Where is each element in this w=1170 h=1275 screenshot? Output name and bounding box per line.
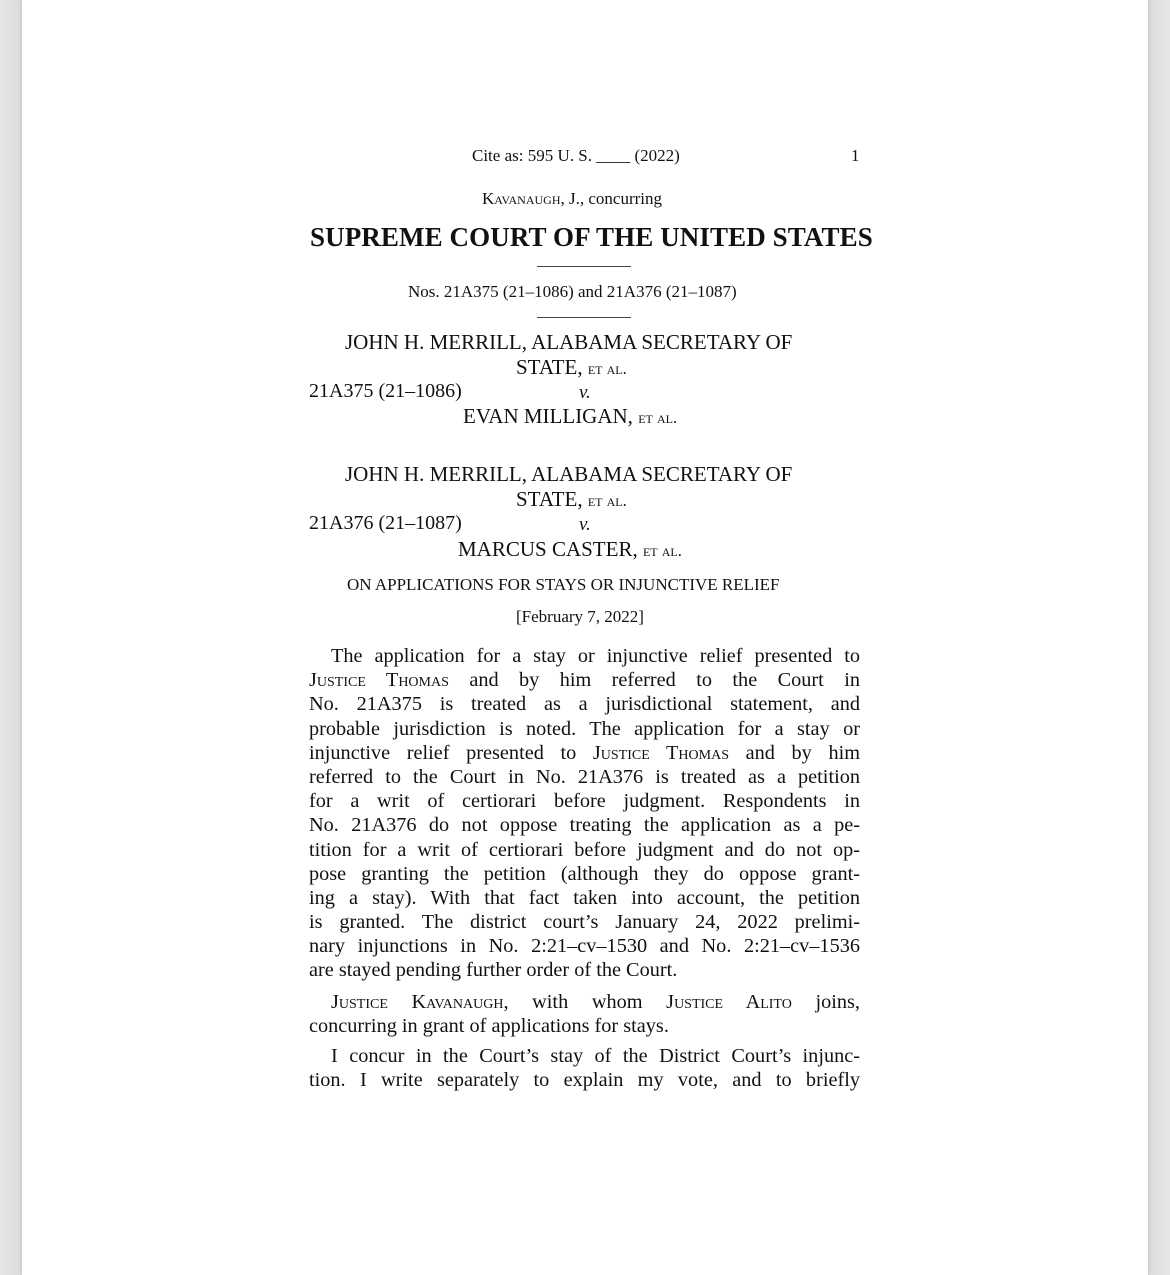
case1-versus: v. — [579, 382, 591, 403]
opinion-label — [482, 189, 662, 209]
case1-respondent-etal: et al. — [638, 408, 678, 427]
text-line: I concur in the Court’s stay of the District Court’s injunc- — [331, 1045, 860, 1067]
text-line — [309, 668, 860, 692]
text-fragment: and by him — [729, 741, 860, 764]
text-line: No. 21A376 do not oppose treating the application as a pe- — [309, 814, 860, 837]
case2-petitioner-line2 — [516, 487, 627, 512]
justice-name: Justice Thomas — [309, 669, 449, 692]
decision-date: [February 7, 2022] — [516, 607, 644, 626]
text-fragment: joins, — [791, 991, 860, 1013]
justice-name: Justice Thomas — [592, 741, 729, 764]
opinion-author: Kavanaugh — [482, 189, 561, 208]
order-paragraph — [309, 644, 860, 983]
text-line: for a writ of certiorari before judgment. Respondents in — [309, 790, 860, 813]
case1-docket: 21A375 (21–1086) — [309, 380, 462, 402]
case2-petitioner-line1: JOHN H. MERRILL, ALABAMA SECRETARY OF — [345, 462, 793, 486]
divider-rule — [537, 317, 631, 318]
text-fragment: , with whom — [503, 991, 667, 1013]
case2-respondent-name: MARCUS CASTER, — [458, 537, 638, 561]
case1-petitioner-etal: et al. — [587, 359, 627, 378]
text-line: probable jurisdiction is noted. The application for a stay or — [309, 717, 860, 740]
case2-docket: 21A376 (21–1087) — [309, 512, 462, 534]
case1-respondent — [463, 404, 677, 429]
justice-name: Justice Alito — [666, 991, 792, 1013]
case2-petitioner-etal: et al. — [587, 491, 627, 510]
document-page — [22, 0, 1148, 1275]
text-line: concurring in grant of applications for stays. — [309, 1015, 669, 1038]
text-line: tition for a writ of certiorari before judgment and do not op- — [309, 838, 860, 861]
justice-name: Justice Kavanaugh — [331, 991, 504, 1013]
text-line: is granted. The district court’s January 24, 2022 prelimi- — [309, 911, 860, 934]
docket-numbers: Nos. 21A375 (21–1086) and 21A376 (21–1087) — [408, 282, 737, 301]
case1-petitioner-line2 — [516, 355, 627, 380]
case2-respondent-etal: et al. — [642, 541, 682, 560]
court-title: SUPREME COURT OF THE UNITED STATES — [310, 222, 873, 252]
text-line: nary injunctions in No. 2:21–cv–1530 and No. 2:21–cv–1536 — [309, 935, 860, 958]
opinion-type: , J., concurring — [560, 189, 663, 208]
text-line — [309, 741, 860, 765]
viewer-margin-left — [0, 0, 22, 1275]
text-line: are stayed pending further order of the Court. — [309, 959, 678, 982]
case2-petitioner-state: STATE, — [516, 487, 583, 511]
text-fragment: injunctive relief presented to — [309, 741, 593, 764]
applications-heading: ON APPLICATIONS FOR STAYS OR INJUNCTIVE RELIEF — [347, 575, 780, 594]
divider-rule — [537, 266, 631, 267]
concurrence-paragraph — [309, 1044, 860, 1092]
text-line: pose granting the petition (although they do oppose grant- — [309, 862, 860, 885]
case2-versus: v. — [579, 514, 591, 535]
text-line — [309, 990, 860, 1014]
text-line: No. 21A375 is treated as a jurisdictional statement, and — [309, 693, 860, 716]
case1-petitioner-line1: JOHN H. MERRILL, ALABAMA SECRETARY OF — [345, 330, 793, 354]
text-fragment: and by him referred to the Court in — [448, 669, 860, 692]
viewer-margin-right — [1148, 0, 1170, 1275]
text-line: tion. I write separately to explain my vote, and to briefly — [309, 1069, 860, 1092]
text-line: ing a stay). With that fact taken into account, the petition — [309, 886, 860, 909]
text-line: The application for a stay or injunctive relief presented to — [331, 645, 860, 667]
case2-respondent — [458, 537, 682, 562]
citation-line: Cite as: 595 U. S. ____ (2022) — [472, 146, 680, 165]
page-number: 1 — [851, 146, 860, 165]
text-line: referred to the Court in No. 21A376 is treated as a petition — [309, 765, 860, 788]
concurrence-heading — [309, 990, 860, 1038]
case1-respondent-name: EVAN MILLIGAN, — [463, 404, 633, 428]
case1-petitioner-state: STATE, — [516, 355, 583, 379]
